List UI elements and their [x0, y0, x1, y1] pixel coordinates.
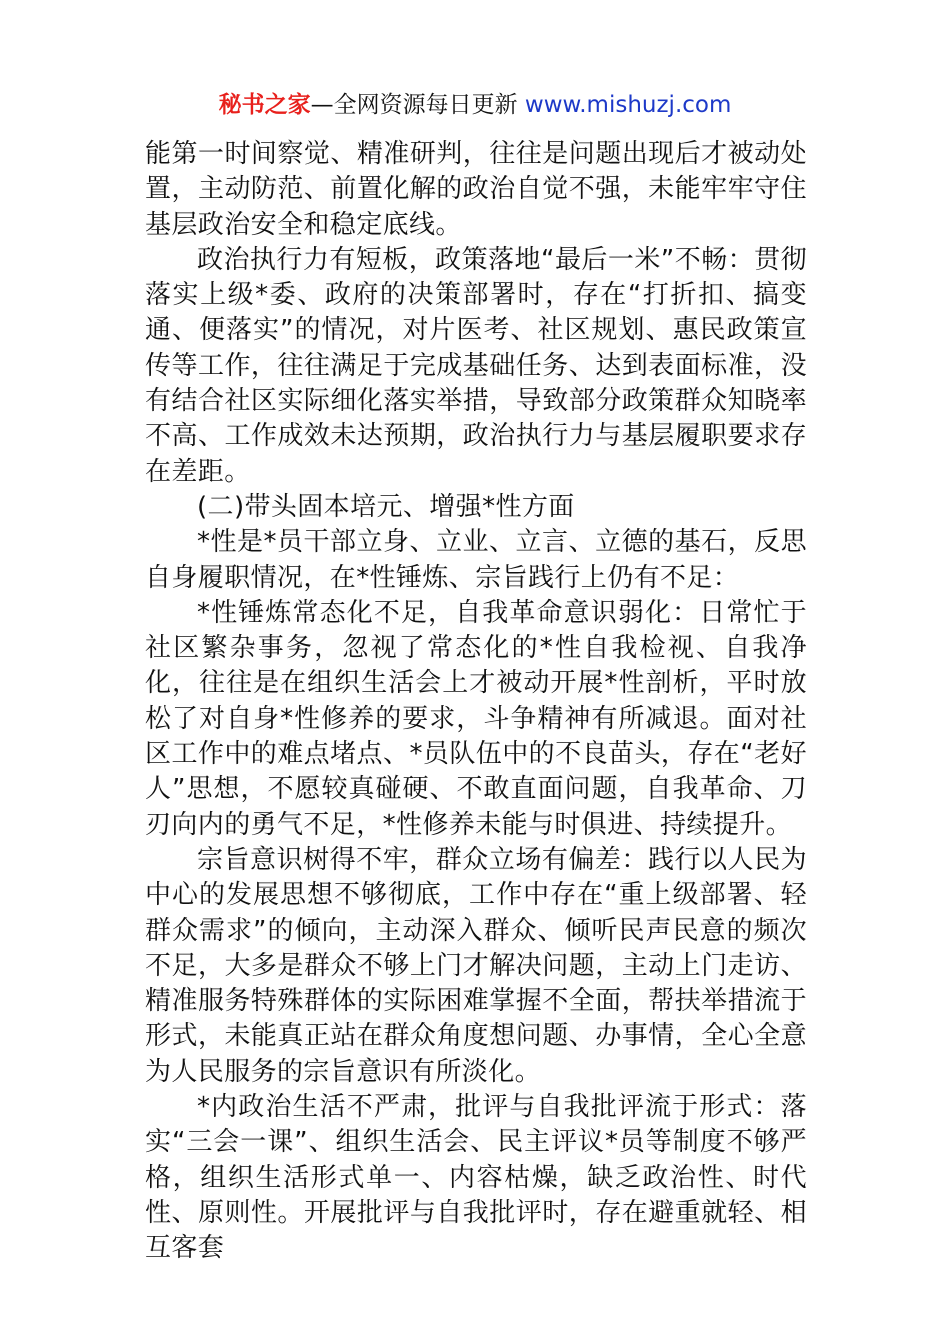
- header-tagline: —全网资源每日更新: [310, 92, 518, 118]
- paragraph-continuation: 能第一时间察觉、精准研判，往往是问题出现后才被动处置，主动防范、前置化解的政治自觉不强，未能牢牢守住基层政治安全和稳定底线。: [145, 139, 807, 240]
- paragraph-section-intro: *性是*员干部立身、立业、立言、立德的基石，反思自身履职情况，在*性锤炼、宗旨践行上仍有不足：: [145, 527, 807, 593]
- document-body: [145, 137, 807, 1267]
- brand-name: 秘书之家: [218, 92, 311, 118]
- paragraph-political-execution: 政治执行力有短板，政策落地“最后一米”不畅：贯彻落实上级*委、政府的决策部署时，存在“打折扣、搞变通、便落实”的情况，对片医考、社区规划、惠民政策宣传等工作，往往满足于完成基础任务、达到表面标准，没有结合社区实际细化落实举措，导致部分政策群众知晓率不高、工作成效未达预期，政治执行力与基层履职要求存在差距。: [145, 244, 807, 487]
- site-url[interactable]: www.mishuzj.com: [524, 92, 732, 118]
- paragraph-self-revolution: *性锤炼常态化不足，自我革命意识弱化：日常忙于社区繁杂事务，忽视了常态化的*性自我检视、自我净化，往往是在组织生活会上才被动开展*性剖析，平时放松了对自身*性修养的要求，斗争精神有所减退。面对社区工作中的难点堵点、*员队伍中的不良苗头，存在“老好人”思想，不愿较真碰硬、不敢直面问题，自我革命、刀刃向内的勇气不足，*性修养未能与时俱进、持续提升。: [145, 597, 807, 840]
- paragraph-political-life: *内政治生活不严肃，批评与自我批评流于形式：落实“三会一课”、组织生活会、民主评议*员等制度不够严格，组织生活形式单一、内容枯燥，缺乏政治性、时代性、原则性。开展批评与自我批评时，存在避重就轻、相互客套: [145, 1092, 807, 1264]
- paragraph-purpose-awareness: 宗旨意识树得不牢，群众立场有偏差：践行以人民为中心的发展思想不够彻底，工作中存在“重上级部署、轻群众需求”的倾向，主动深入群众、倾听民声民意的频次不足，大多是群众不够上门才解决问题，主动上门走访、精准服务特殊群体的实际困难掌握不全面，帮扶举措流于形式，未能真正站在群众角度想问题、办事情，全心全意为人民服务的宗旨意识有所淡化。: [145, 844, 807, 1087]
- section-heading: (二)带头固本培元、增强*性方面: [197, 491, 575, 522]
- site-header: [0, 88, 950, 122]
